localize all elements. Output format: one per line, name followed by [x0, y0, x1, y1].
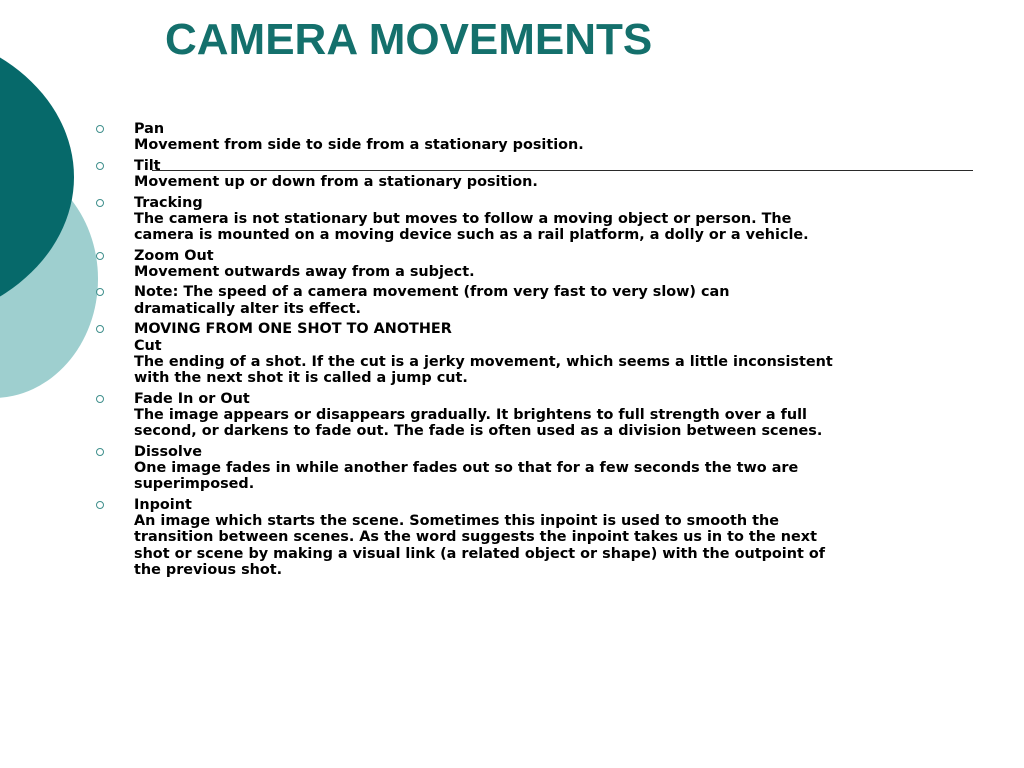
slide-title: CAMERA MOVEMENTS	[165, 15, 653, 64]
bullet-item	[96, 158, 976, 191]
bullet-item	[96, 284, 976, 317]
bullet-item	[96, 444, 976, 493]
bullet-text-line: The ending of a shot. If the cut is a jerky movement, which seems a little inconsistent	[134, 353, 833, 370]
hollow-circle-bullet-icon	[96, 448, 104, 456]
bullet-item	[96, 195, 976, 244]
bullet-heading: Fade In or Out	[134, 390, 250, 407]
bullet-item	[96, 497, 976, 578]
hollow-circle-bullet-icon	[96, 501, 104, 509]
bullet-text-line: dramatically alter its effect.	[134, 300, 361, 317]
bullet-item	[96, 248, 976, 281]
hollow-circle-bullet-icon	[96, 325, 104, 333]
bullet-heading: Tracking	[134, 194, 203, 211]
bullet-item	[96, 321, 976, 386]
bullet-text-line: superimposed.	[134, 476, 255, 493]
bullet-text-line: shot or scene by making a visual link (a related object or shape) with the outpoint of	[134, 545, 825, 562]
bullet-heading: Pan	[134, 121, 165, 137]
bullet-text-line: Movement from side to side from a stationary position.	[134, 137, 584, 154]
bullet-text-line: The image appears or disappears gradually. It brightens to full strength over a full	[134, 406, 807, 423]
bullet-text-line: second, or darkens to fade out. The fade is often used as a division between scenes.	[134, 423, 823, 440]
bullet-heading: Tilt	[134, 157, 161, 174]
bullet-text-line: transition between scenes. As the word suggests the inpoint takes us in to the next	[134, 529, 817, 546]
bullet-item	[96, 391, 976, 440]
hollow-circle-bullet-icon	[96, 199, 104, 207]
bullet-text-line: Movement outwards away from a subject.	[134, 263, 475, 280]
bullet-heading: Zoom Out	[134, 247, 214, 264]
bullet-heading: Dissolve	[134, 443, 202, 460]
hollow-circle-bullet-icon	[96, 395, 104, 403]
hollow-circle-bullet-icon	[96, 288, 104, 296]
bullet-text-line: One image fades in while another fades out so that for a few seconds the two are	[134, 459, 799, 476]
bullet-text-line: the previous shot.	[134, 561, 283, 578]
bullet-text-line: Cut	[134, 337, 162, 354]
bullet-text-line: An image which starts the scene. Sometimes this inpoint is used to smooth the	[134, 513, 780, 530]
bullet-heading: Inpoint	[134, 496, 192, 513]
hollow-circle-bullet-icon	[96, 252, 104, 260]
hollow-circle-bullet-icon	[96, 125, 104, 133]
bullet-heading: Note: The speed of a camera movement (from very fast to very slow) can	[134, 284, 730, 301]
bullet-text-line: camera is mounted on a moving device such as a rail platform, a dolly or a vehicle.	[134, 227, 809, 244]
bullet-text-line: with the next shot it is called a jump cut.	[134, 370, 468, 387]
bullet-heading: MOVING FROM ONE SHOT TO ANOTHER	[134, 321, 452, 338]
bullet-list	[96, 121, 976, 582]
bullet-item	[96, 121, 976, 154]
bullet-text-line: Movement up or down from a stationary position.	[134, 174, 538, 191]
bullet-text-line: The camera is not stationary but moves to follow a moving object or person. The	[134, 210, 792, 227]
hollow-circle-bullet-icon	[96, 162, 104, 170]
